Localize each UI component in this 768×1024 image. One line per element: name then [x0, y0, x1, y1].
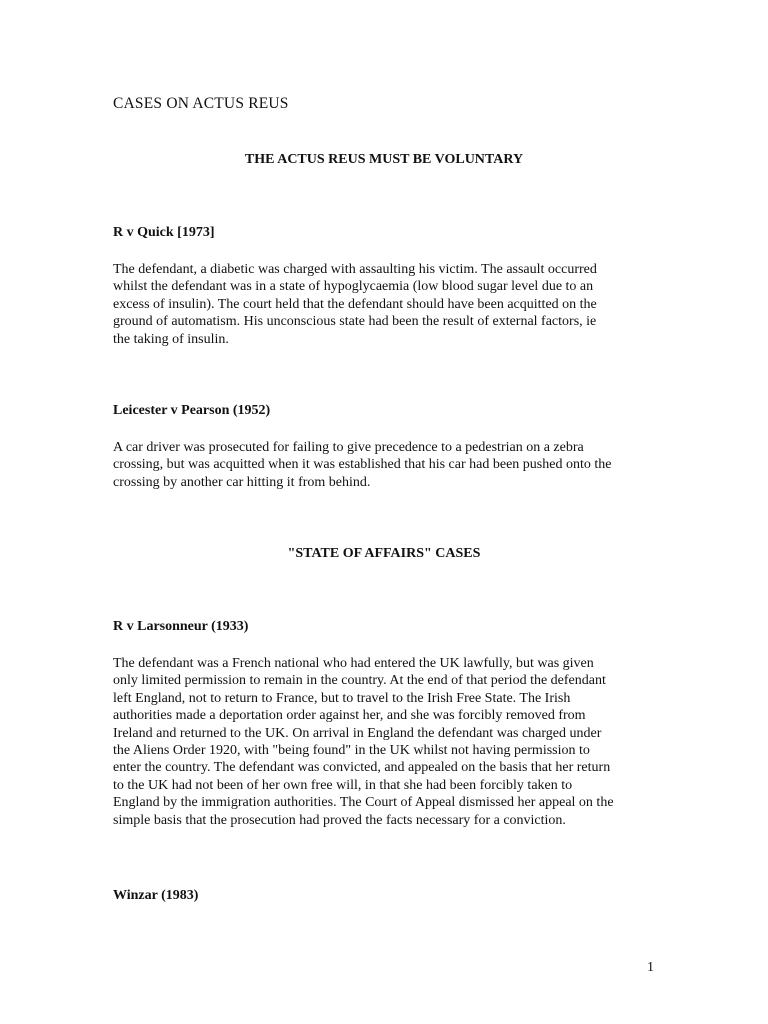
- text-line: England by the immigration authorities. The Court of Appeal dismissed her appeal on the: [113, 795, 614, 811]
- case-paragraph-leicester-v-pearson: [113, 439, 658, 491]
- case-paragraph-r-v-larsonneur: [113, 655, 658, 829]
- text-line: excess of insulin). The court held that the defendant should have been acquitted on the: [113, 296, 597, 312]
- text-line: A car driver was prosecuted for failing to give precedence to a pedestrian on a zebra: [113, 440, 584, 455]
- text-line: authorities made a deportation order against her, and she was forcibly removed from: [113, 708, 586, 724]
- text-line: only limited permission to remain in the country. At the end of that period the defendant: [113, 673, 606, 689]
- text-line: Ireland and returned to the UK. On arrival in England the defendant was charged under: [113, 725, 602, 741]
- text-line: The defendant, a diabetic was charged with assaulting his victim. The assault occurred: [113, 262, 597, 277]
- case-heading-winzar: Winzar (1983): [113, 888, 199, 903]
- case-heading-leicester-v-pearson: Leicester v Pearson (1952): [113, 403, 271, 418]
- page-number: 1: [647, 960, 654, 975]
- text-line: the taking of insulin.: [113, 331, 229, 347]
- document-title: CASES ON ACTUS REUS: [113, 95, 289, 112]
- text-line: left England, not to return to France, but to travel to the Irish Free State. The Irish: [113, 690, 571, 706]
- text-line: crossing by another car hitting it from behind.: [113, 474, 371, 490]
- text-line: crossing, but was acquitted when it was established that his car had been pushed onto the: [113, 457, 612, 473]
- section-heading-voluntary: THE ACTUS REUS MUST BE VOLUNTARY: [244, 152, 524, 167]
- text-line: simple basis that the prosecution had proved the facts necessary for a conviction.: [113, 812, 566, 828]
- case-heading-r-v-quick: R v Quick [1973]: [113, 225, 215, 240]
- case-heading-r-v-larsonneur: R v Larsonneur (1933): [113, 619, 249, 634]
- text-line: The defendant was a French national who had entered the UK lawfully, but was given: [113, 656, 594, 671]
- text-line: to the UK had not been of her own free will, in that she had been forcibly taken to: [113, 777, 573, 793]
- case-paragraph-r-v-quick: [113, 261, 658, 348]
- text-line: whilst the defendant was in a state of hypoglycaemia (low blood sugar level due to an: [113, 279, 594, 295]
- text-line: ground of automatism. His unconscious state had been the result of external factors, ie: [113, 314, 597, 330]
- text-line: enter the country. The defendant was convicted, and appealed on the basis that her return: [113, 760, 611, 776]
- text-line: the Aliens Order 1920, with "being found" in the UK whilst not having permission to: [113, 743, 590, 759]
- section-heading-state-of-affairs: "STATE OF AFFAIRS" CASES: [287, 546, 481, 561]
